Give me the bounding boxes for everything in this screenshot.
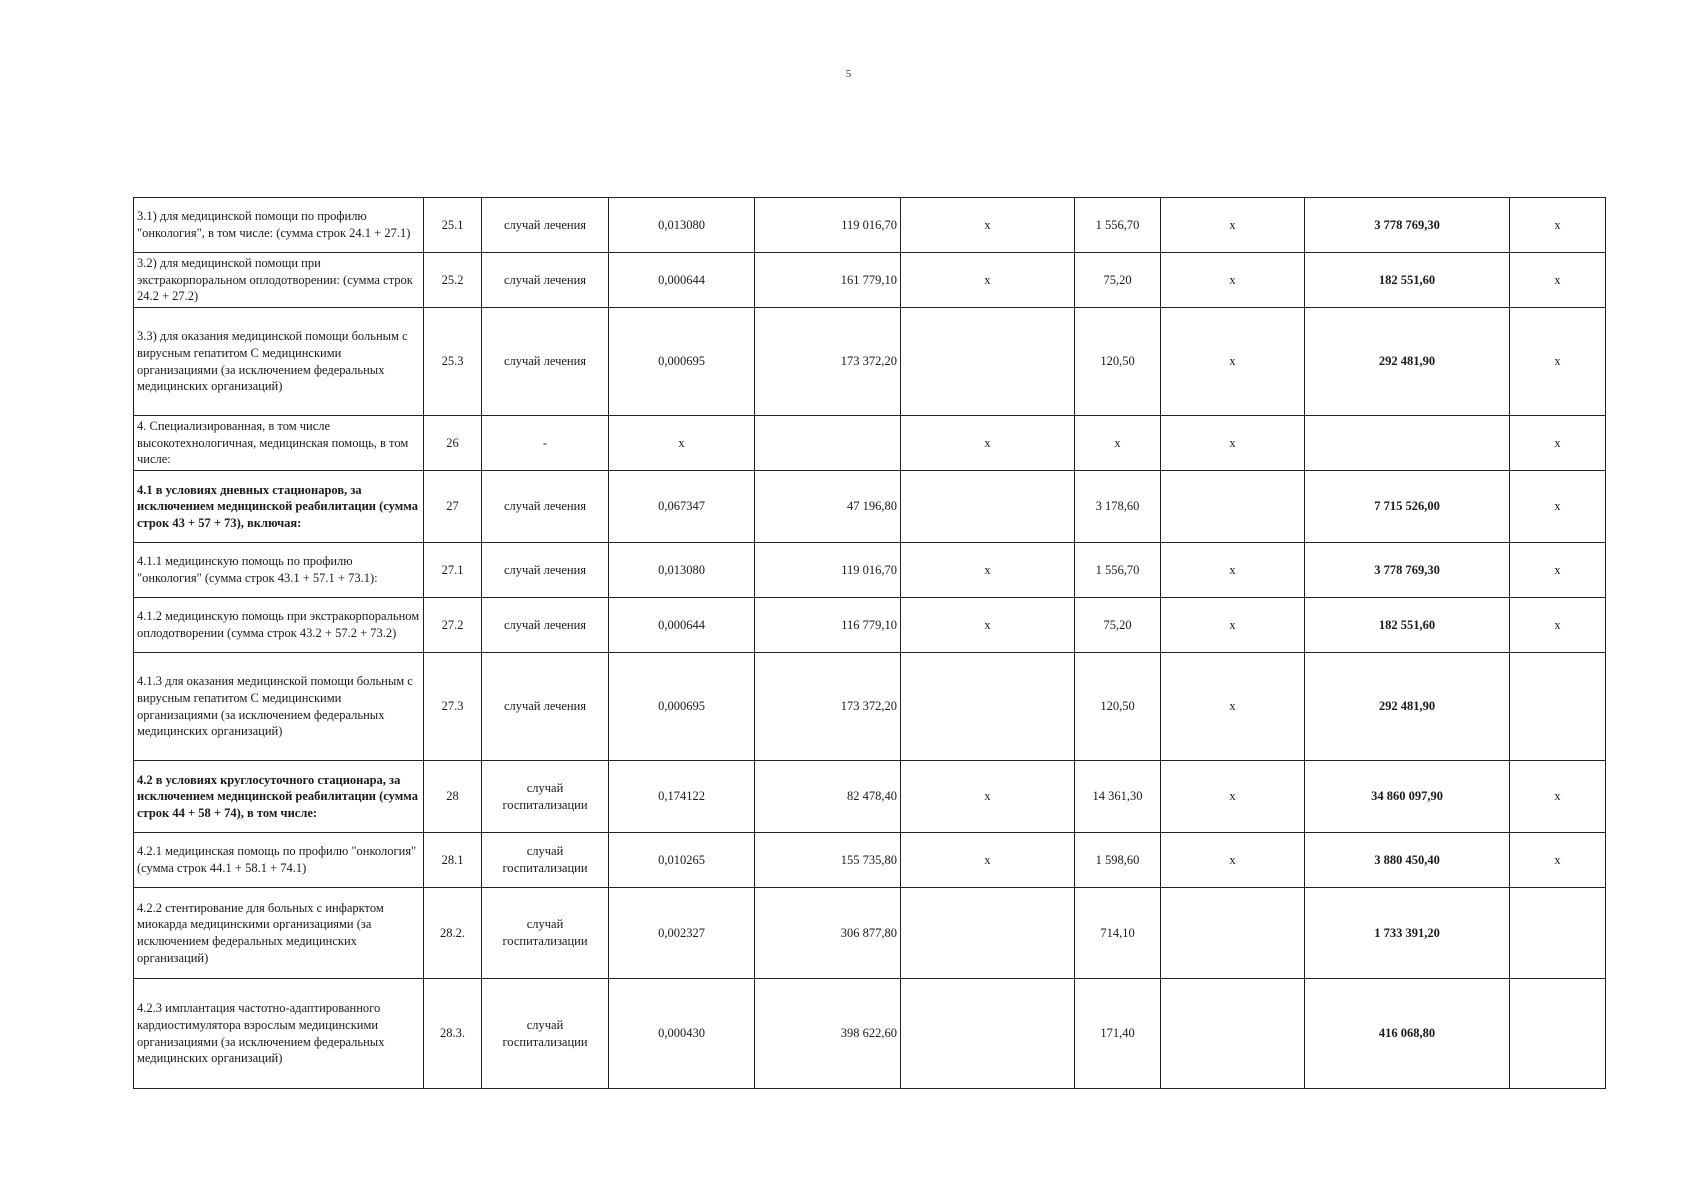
row-col10 <box>1510 888 1606 979</box>
row-col6: х <box>901 761 1075 833</box>
row-total <box>1305 416 1510 471</box>
row-per-capita: 3 178,60 <box>1075 471 1161 543</box>
row-cost: 173 372,20 <box>755 308 901 416</box>
row-col10: х <box>1510 416 1606 471</box>
table-row <box>134 471 1606 543</box>
table-row <box>134 888 1606 979</box>
row-total: 3 778 769,30 <box>1305 198 1510 253</box>
table-row <box>134 598 1606 653</box>
row-col8 <box>1161 888 1305 979</box>
row-col10: х <box>1510 198 1606 253</box>
row-col6 <box>901 653 1075 761</box>
row-col6 <box>901 308 1075 416</box>
row-per-capita: 75,20 <box>1075 598 1161 653</box>
row-name: 4.1 в условиях дневных стационаров, за исключением медицинской реабилитации (сумма строк 43 + 57 + 73), включая: <box>134 471 424 543</box>
table-row <box>134 416 1606 471</box>
row-total: 292 481,90 <box>1305 653 1510 761</box>
row-code: 25.1 <box>424 198 482 253</box>
row-per-capita: 120,50 <box>1075 308 1161 416</box>
row-col6: х <box>901 198 1075 253</box>
row-per-capita: 1 598,60 <box>1075 833 1161 888</box>
row-unit: случай госпитализации <box>482 761 609 833</box>
row-col6: х <box>901 598 1075 653</box>
row-total: 182 551,60 <box>1305 253 1510 308</box>
row-per-capita: 1 556,70 <box>1075 198 1161 253</box>
row-unit: - <box>482 416 609 471</box>
row-col8 <box>1161 979 1305 1089</box>
row-name: 4.2 в условиях круглосуточного стационара, за исключением медицинской реабилитации (сумма строк 44 + 58 + 74), в том числе: <box>134 761 424 833</box>
row-col10: х <box>1510 598 1606 653</box>
row-name: 3.3) для оказания медицинской помощи больным с вирусным гепатитом С медицинскими организациями (за исключением федеральных медицинских организаций) <box>134 308 424 416</box>
row-name: 4.1.2 медицинскую помощь при экстракорпоральном оплодотворении (сумма строк 43.2 + 57.2 + 73.2) <box>134 598 424 653</box>
row-name: 4.2.3 имплантация частотно-адаптированного кардиостимулятора взрослым медицинскими организациями (за исключением федеральных медицинских организаций) <box>134 979 424 1089</box>
row-code: 28.2. <box>424 888 482 979</box>
row-cost: 161 779,10 <box>755 253 901 308</box>
row-col6: х <box>901 543 1075 598</box>
row-code: 27 <box>424 471 482 543</box>
row-unit: случай лечения <box>482 308 609 416</box>
row-col8: х <box>1161 198 1305 253</box>
row-col8 <box>1161 471 1305 543</box>
row-unit: случай лечения <box>482 653 609 761</box>
row-total: 182 551,60 <box>1305 598 1510 653</box>
row-volume: 0,000644 <box>609 253 755 308</box>
page-number: 5 <box>845 68 852 80</box>
row-total: 3 778 769,30 <box>1305 543 1510 598</box>
row-col10: х <box>1510 308 1606 416</box>
row-name: 3.1) для медицинской помощи по профилю "онкология", в том числе: (сумма строк 24.1 + 27.1) <box>134 198 424 253</box>
row-col10: х <box>1510 253 1606 308</box>
row-name: 4.2.1 медицинская помощь по профилю "онкология" (сумма строк 44.1 + 58.1 + 74.1) <box>134 833 424 888</box>
row-cost: 116 779,10 <box>755 598 901 653</box>
row-col10: х <box>1510 761 1606 833</box>
row-unit: случай госпитализации <box>482 979 609 1089</box>
row-col6: х <box>901 833 1075 888</box>
row-unit: случай госпитализации <box>482 833 609 888</box>
row-code: 28 <box>424 761 482 833</box>
row-unit: случай лечения <box>482 543 609 598</box>
row-col8: х <box>1161 653 1305 761</box>
row-col10 <box>1510 653 1606 761</box>
table-row <box>134 761 1606 833</box>
table-row <box>134 833 1606 888</box>
row-name: 4.1.1 медицинскую помощь по профилю "онкология" (сумма строк 43.1 + 57.1 + 73.1): <box>134 543 424 598</box>
row-per-capita: 1 556,70 <box>1075 543 1161 598</box>
row-volume: 0,013080 <box>609 198 755 253</box>
row-volume: 0,013080 <box>609 543 755 598</box>
row-cost: 82 478,40 <box>755 761 901 833</box>
row-unit: случай лечения <box>482 598 609 653</box>
row-code: 28.3. <box>424 979 482 1089</box>
row-cost: 306 877,80 <box>755 888 901 979</box>
row-per-capita: 171,40 <box>1075 979 1161 1089</box>
row-total: 1 733 391,20 <box>1305 888 1510 979</box>
row-unit: случай лечения <box>482 198 609 253</box>
row-col8: х <box>1161 253 1305 308</box>
row-col6: х <box>901 253 1075 308</box>
row-code: 27.1 <box>424 543 482 598</box>
row-volume: х <box>609 416 755 471</box>
row-code: 27.2 <box>424 598 482 653</box>
row-per-capita: 714,10 <box>1075 888 1161 979</box>
row-unit: случай госпитализации <box>482 888 609 979</box>
row-cost: 47 196,80 <box>755 471 901 543</box>
row-volume: 0,174122 <box>609 761 755 833</box>
row-volume: 0,000695 <box>609 308 755 416</box>
row-col6 <box>901 888 1075 979</box>
row-code: 28.1 <box>424 833 482 888</box>
row-col10: х <box>1510 471 1606 543</box>
row-col10: х <box>1510 833 1606 888</box>
row-cost: 119 016,70 <box>755 543 901 598</box>
row-cost <box>755 416 901 471</box>
row-cost: 155 735,80 <box>755 833 901 888</box>
row-col8: х <box>1161 543 1305 598</box>
row-cost: 119 016,70 <box>755 198 901 253</box>
financing-table <box>133 197 1606 1089</box>
row-code: 27.3 <box>424 653 482 761</box>
row-volume: 0,000644 <box>609 598 755 653</box>
table-row <box>134 543 1606 598</box>
row-per-capita: 120,50 <box>1075 653 1161 761</box>
row-total: 3 880 450,40 <box>1305 833 1510 888</box>
row-code: 26 <box>424 416 482 471</box>
row-per-capita: 75,20 <box>1075 253 1161 308</box>
row-volume: 0,067347 <box>609 471 755 543</box>
row-name: 4. Специализированная, в том числе высокотехнологичная, медицинская помощь, в том числе: <box>134 416 424 471</box>
row-col6 <box>901 979 1075 1089</box>
row-col10 <box>1510 979 1606 1089</box>
row-cost: 398 622,60 <box>755 979 901 1089</box>
table-row <box>134 653 1606 761</box>
row-name: 4.1.3 для оказания медицинской помощи больным с вирусным гепатитом С медицинскими организациями (за исключением федеральных медицинских организаций) <box>134 653 424 761</box>
row-volume: 0,000430 <box>609 979 755 1089</box>
row-volume: 0,002327 <box>609 888 755 979</box>
row-per-capita: 14 361,30 <box>1075 761 1161 833</box>
row-volume: 0,010265 <box>609 833 755 888</box>
row-col8: х <box>1161 761 1305 833</box>
row-per-capita: х <box>1075 416 1161 471</box>
row-col6: х <box>901 416 1075 471</box>
row-col6 <box>901 471 1075 543</box>
row-total: 7 715 526,00 <box>1305 471 1510 543</box>
table-row <box>134 979 1606 1089</box>
row-code: 25.3 <box>424 308 482 416</box>
row-name: 4.2.2 стентирование для больных с инфарктом миокарда медицинскими организациями (за исключением федеральных медицинских организаций) <box>134 888 424 979</box>
row-col10: х <box>1510 543 1606 598</box>
table-row <box>134 308 1606 416</box>
row-name: 3.2) для медицинской помощи при экстракорпоральном оплодотворении: (сумма строк 24.2 + 27.2) <box>134 253 424 308</box>
row-cost: 173 372,20 <box>755 653 901 761</box>
row-unit: случай лечения <box>482 253 609 308</box>
row-col8: х <box>1161 308 1305 416</box>
table-row <box>134 253 1606 308</box>
row-code: 25.2 <box>424 253 482 308</box>
row-col8: х <box>1161 598 1305 653</box>
row-total: 416 068,80 <box>1305 979 1510 1089</box>
row-volume: 0,000695 <box>609 653 755 761</box>
row-col8: х <box>1161 833 1305 888</box>
table-row <box>134 198 1606 253</box>
row-col8: х <box>1161 416 1305 471</box>
row-total: 34 860 097,90 <box>1305 761 1510 833</box>
row-total: 292 481,90 <box>1305 308 1510 416</box>
row-unit: случай лечения <box>482 471 609 543</box>
